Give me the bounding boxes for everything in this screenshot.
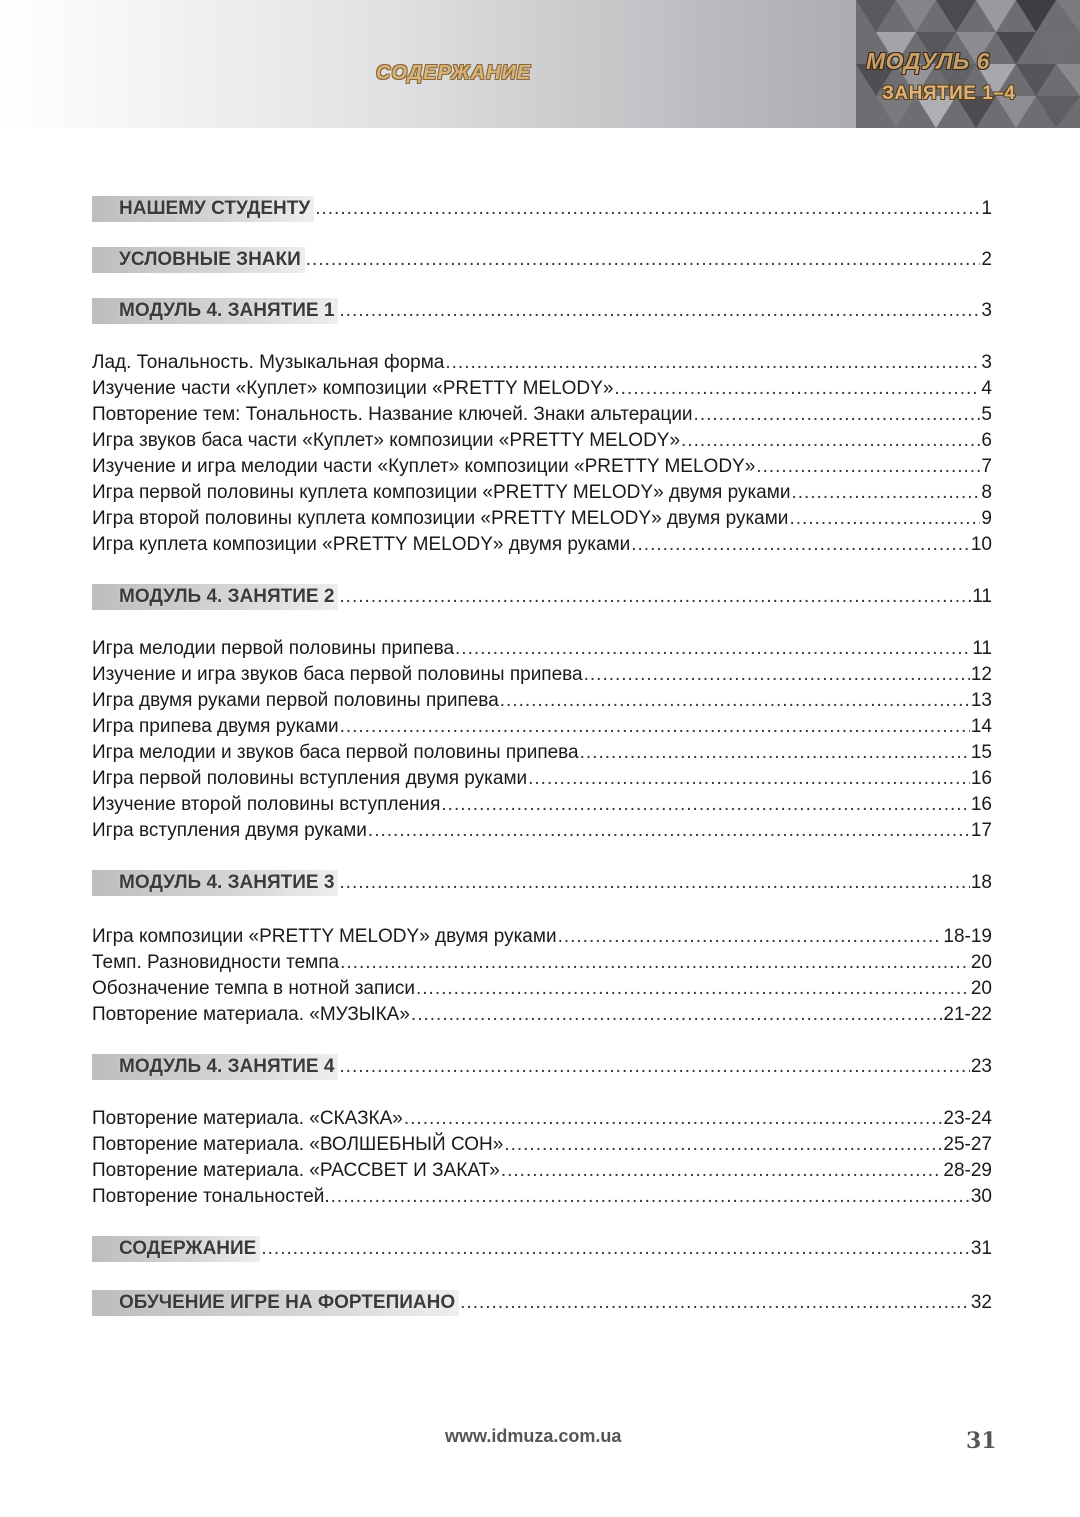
toc-page-number: 11 xyxy=(972,638,992,659)
toc-page-number: 14 xyxy=(970,716,992,737)
toc-dot-leader xyxy=(789,506,980,532)
toc-dot-leader xyxy=(528,766,970,792)
toc-page-number: 25-27 xyxy=(943,1134,992,1155)
toc-page-number: 11 xyxy=(972,586,992,607)
toc-page-number: 31 xyxy=(970,1238,992,1259)
toc-dot-leader xyxy=(340,950,970,976)
toc-entry-row[interactable] xyxy=(92,714,992,740)
toc-dot-leader xyxy=(411,1002,942,1028)
toc-dot-leader xyxy=(306,247,981,273)
toc-entry-title: Игра припева двумя руками xyxy=(92,716,339,737)
toc-entry-title: Лад. Тональность. Музыкальная форма xyxy=(92,352,445,373)
toc-entry-row[interactable] xyxy=(92,1002,992,1028)
toc-dot-leader xyxy=(756,454,980,480)
toc-page-number: 9 xyxy=(981,508,992,529)
toc-entry-row[interactable] xyxy=(92,818,992,844)
toc-dot-leader xyxy=(339,1054,969,1080)
toc-entry-title: Игра вступления двумя руками xyxy=(92,820,367,841)
toc-section-row[interactable] xyxy=(92,1054,992,1080)
toc-page-number: 1 xyxy=(981,198,992,219)
toc-dot-leader xyxy=(339,870,969,896)
toc-entry-row[interactable] xyxy=(92,924,992,950)
toc-section-row[interactable] xyxy=(92,247,992,273)
lesson-label: ЗАНЯТИЕ 1–4 xyxy=(882,83,1016,104)
toc-page-number: 3 xyxy=(981,300,992,321)
website-url[interactable]: www.idmuza.com.ua xyxy=(445,1426,622,1446)
toc-entry-row[interactable] xyxy=(92,428,992,454)
toc-dot-leader xyxy=(580,740,970,766)
toc-page-number: 21-22 xyxy=(943,1004,992,1025)
toc-entry-title: Обозначение темпа в нотной записи xyxy=(92,978,415,999)
toc-page-number: 3 xyxy=(981,352,992,373)
toc-dot-leader xyxy=(441,792,969,818)
toc-dot-leader xyxy=(339,298,980,324)
toc-entry-title: Повторение материала. «ВОЛШЕБНЫЙ СОН» xyxy=(92,1134,504,1155)
toc-section-title: МОДУЛЬ 4. ЗАНЯТИЕ 2 xyxy=(92,584,338,610)
toc-entry-row[interactable] xyxy=(92,480,992,506)
toc-dot-leader xyxy=(584,662,970,688)
toc-dot-leader xyxy=(504,1132,942,1158)
toc-dot-leader xyxy=(694,402,981,428)
toc-entry-title: Повторение материала. «РАССВЕТ И ЗАКАТ» xyxy=(92,1160,500,1181)
toc-page-number: 4 xyxy=(981,378,992,399)
toc-section-title: НАШЕМУ СТУДЕНТУ xyxy=(92,196,314,222)
toc-page-number: 20 xyxy=(970,952,992,973)
page-header xyxy=(0,0,1080,128)
toc-entry-row[interactable] xyxy=(92,506,992,532)
toc-page-number: 12 xyxy=(970,664,992,685)
toc-entry-title: Повторение материала. «МУЗЫКА» xyxy=(92,1004,410,1025)
toc-section-title: МОДУЛЬ 4. ЗАНЯТИЕ 3 xyxy=(92,870,338,896)
toc-entry-row[interactable] xyxy=(92,376,992,402)
toc-entry-title: Игра первой половины куплета композиции «PRETTY MELODY» двумя руками xyxy=(92,482,791,503)
toc-dot-leader xyxy=(614,376,980,402)
toc-entry-row[interactable] xyxy=(92,454,992,480)
toc-entry-title: Изучение второй половины вступления xyxy=(92,794,441,815)
toc-section-title: ОБУЧЕНИЕ ИГРЕ НА ФОРТЕПИАНО xyxy=(92,1290,459,1316)
toc-entry-row[interactable] xyxy=(92,688,992,714)
toc-page-number: 16 xyxy=(970,794,992,815)
toc-page-number: 32 xyxy=(970,1292,992,1313)
toc-dot-leader xyxy=(331,1184,970,1210)
toc-page-number: 2 xyxy=(981,249,992,270)
toc-entry-title: Игра звуков баса части «Куплет» композиции «PRETTY MELODY» xyxy=(92,430,681,451)
toc-page-number: 10 xyxy=(970,534,992,555)
toc-entry-title: Изучение части «Куплет» композиции «PRETTY MELODY» xyxy=(92,378,614,399)
toc-dot-leader xyxy=(500,688,970,714)
toc-page-number: 15 xyxy=(970,742,992,763)
toc-page-number: 13 xyxy=(970,690,992,711)
toc-page-number: 5 xyxy=(981,404,992,425)
toc-dot-leader xyxy=(455,636,971,662)
toc-entry-row[interactable] xyxy=(92,662,992,688)
toc-page-number: 20 xyxy=(970,978,992,999)
toc-entry-title: Повторение тем: Тональность. Название ключей. Знаки альтерации xyxy=(92,404,693,425)
toc-section-row[interactable] xyxy=(92,584,992,610)
toc-section-row[interactable] xyxy=(92,1290,992,1316)
toc-dot-leader xyxy=(681,428,980,454)
toc-page-number: 18-19 xyxy=(943,926,992,947)
toc-section-row[interactable] xyxy=(92,1236,992,1262)
toc-section-row[interactable] xyxy=(92,298,992,324)
toc-entry-title: Игра мелодии и звуков баса первой половины припева xyxy=(92,742,579,763)
toc-entry-row[interactable] xyxy=(92,766,992,792)
toc-entry-title: Игра второй половины куплета композиции «PRETTY MELODY» двумя руками xyxy=(92,508,789,529)
toc-dot-leader xyxy=(404,1106,943,1132)
page-number: 31 xyxy=(966,1428,997,1454)
toc-entry-row[interactable] xyxy=(92,1106,992,1132)
toc-entry-title: Игра двумя руками первой половины припева xyxy=(92,690,499,711)
toc-section-row[interactable] xyxy=(92,196,992,222)
toc-entry-title: Изучение и игра мелодии части «Куплет» композиции «PRETTY MELODY» xyxy=(92,456,756,477)
toc-entry-title: Темп. Разновидности темпа xyxy=(92,952,340,973)
toc-entry-row[interactable] xyxy=(92,636,992,662)
toc-page-number: 6 xyxy=(981,430,992,451)
toc-entry-title: Игра мелодии первой половины припева xyxy=(92,638,455,659)
module-label: МОДУЛЬ 6 xyxy=(866,48,990,74)
toc-section-title: МОДУЛЬ 4. ЗАНЯТИЕ 4 xyxy=(92,1054,338,1080)
toc-entry-title: Изучение и игра звуков баса первой половины припева xyxy=(92,664,583,685)
header-title: СОДЕРЖАНИЕ xyxy=(376,62,532,84)
toc-dot-leader xyxy=(416,976,970,1002)
toc-entry-title: Повторение тональностей. xyxy=(92,1186,330,1207)
toc-page-number: 16 xyxy=(970,768,992,789)
toc-dot-leader xyxy=(340,714,970,740)
toc-dot-leader xyxy=(558,924,943,950)
toc-entry-title: Повторение материала. «СКАЗКА» xyxy=(92,1108,403,1129)
toc-dot-leader xyxy=(631,532,970,558)
toc-entry-row[interactable] xyxy=(92,950,992,976)
toc-page-number: 18 xyxy=(970,872,992,893)
toc-entry-row[interactable] xyxy=(92,976,992,1002)
toc-entry-row[interactable] xyxy=(92,740,992,766)
toc-page-number: 28-29 xyxy=(943,1160,992,1181)
toc-dot-leader xyxy=(261,1236,970,1262)
toc-entry-row[interactable] xyxy=(92,402,992,428)
toc-dot-leader xyxy=(368,818,970,844)
toc-entry-row[interactable] xyxy=(92,350,992,376)
toc-section-title: МОДУЛЬ 4. ЗАНЯТИЕ 1 xyxy=(92,298,338,324)
toc-dot-leader xyxy=(791,480,980,506)
toc-dot-leader xyxy=(445,350,980,376)
toc-entry-row[interactable] xyxy=(92,1158,992,1184)
toc-page-number: 17 xyxy=(970,820,992,841)
toc-page-number: 23-24 xyxy=(943,1108,992,1129)
toc-section-title: СОДЕРЖАНИЕ xyxy=(92,1236,260,1262)
toc-dot-leader xyxy=(315,196,980,222)
toc-page-number: 30 xyxy=(970,1186,992,1207)
toc-entry-row[interactable] xyxy=(92,792,992,818)
toc-page-number: 23 xyxy=(970,1056,992,1077)
toc-page-number: 7 xyxy=(981,456,992,477)
toc-entry-title: Игра первой половины вступления двумя руками xyxy=(92,768,528,789)
toc-dot-leader xyxy=(339,584,971,610)
toc-entry-title: Игра куплета композиции «PRETTY MELODY» двумя руками xyxy=(92,534,631,555)
toc-entry-title: Игра композиции «PRETTY MELODY» двумя руками xyxy=(92,926,557,947)
toc-page-number: 8 xyxy=(981,482,992,503)
toc-entry-row[interactable] xyxy=(92,532,992,558)
toc-entry-row[interactable] xyxy=(92,1132,992,1158)
toc-section-row[interactable] xyxy=(92,870,992,896)
toc-entry-row[interactable] xyxy=(92,1184,992,1210)
toc-section-title: УСЛОВНЫЕ ЗНАКИ xyxy=(92,247,305,273)
toc-dot-leader xyxy=(460,1290,970,1316)
toc-dot-leader xyxy=(501,1158,943,1184)
